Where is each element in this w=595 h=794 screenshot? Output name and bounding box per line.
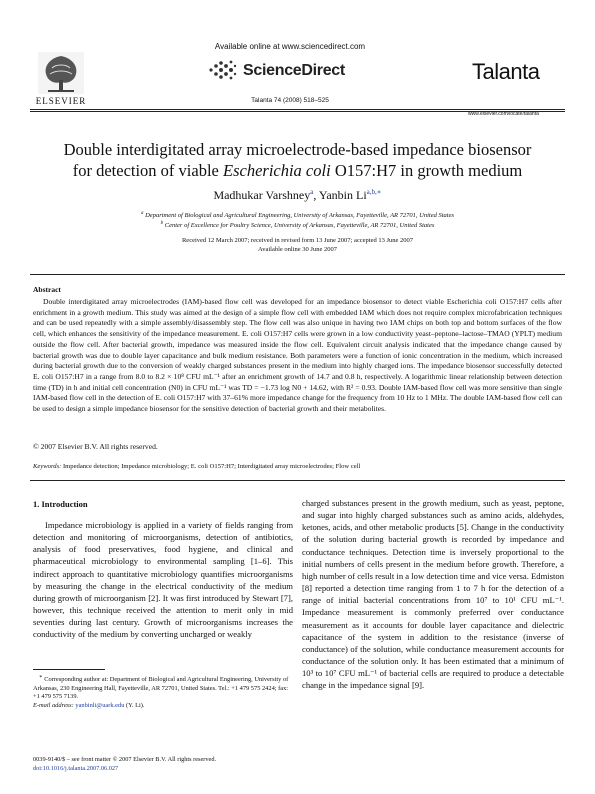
sciencedirect-mark-icon: [205, 58, 239, 82]
section-heading-introduction: 1. Introduction: [33, 499, 88, 509]
footnote-star: ∗: [39, 674, 43, 680]
affiliation-a: [40, 211, 555, 219]
intro-right-column: charged substances present in the growth medium, such as yeast, peptone, and sugar into highly charged substances such as amino acids, aldehydes, ketones, acids, and other metabolic products [5]. Change in the conductivity of the solution during bacterial growth is recorded by impedance and conductance techniques. Detection time is inversely proportional to the initial numbers of cells present in the medium before growth. Therefore, a high number of cells result in a low detection time and vice versa. Edmiston [8] reported a detection time ranging from 1 to 7 h for the detection of a range of initial bacterial concentrations from 10⁷ to 10¹ CFU mL⁻¹. Impedance measurement is commonly preferred over conductance measurement as it accounts for double layer capacitance and dielectric capacitance of the system in addition to the resistance (inverse of conductance) of the solution, while conductance measurement accounts for conductance of the solution only. It has been estimated that a minimum of 10³ to 10⁷ CFU mL⁻¹ of bacterial cells are required to produce a detectable change in the impedance signal [9].: [302, 498, 564, 691]
talanta-wordmark: Talanta: [472, 59, 540, 84]
email-suffix: (Y. Li).: [124, 701, 145, 709]
email-link[interactable]: yanbinli@uark.edu: [75, 701, 125, 709]
author-li-affil[interactable]: a,b,∗: [366, 188, 382, 196]
elsevier-tree-icon: [38, 52, 84, 94]
affiliation-a-text: Department of Biological and Agricultural Engineering, University of Arkansas, Fayetteville, AR 72701, United States: [145, 212, 454, 220]
title-line-1: Double interdigitated array microelectrode-based impedance biosensor: [63, 140, 532, 159]
title-organism: Escherichia coli: [223, 161, 331, 180]
sciencedirect-logo: [205, 56, 375, 86]
article-title: [40, 139, 555, 181]
header-rule-top: [30, 109, 565, 110]
keywords: [33, 463, 562, 470]
email-label: E-mail address:: [33, 701, 74, 709]
footnote-text: Corresponding author at: Department of Biological and Agricultural Engineering, University of Arkansas, 230 Engineering Hall, Fayetteville, AR 72701, United States. Tel.: +1 479 575 2424; fax: +1 479 575 7139.: [33, 676, 289, 701]
keywords-label: Keywords:: [33, 463, 62, 470]
author-varshney: Madhukar Varshney: [213, 188, 311, 202]
elsevier-wordmark: ELSEVIER: [35, 96, 87, 106]
title-line-2-post: O157:H7 in growth medium: [330, 161, 523, 180]
intro-left-column: Impedance microbiology is applied in a variety of fields ranging from detection and monitoring of microorganisms, detection of antibiotics, analysis of food preservatives, food hygiene, and clinical and pharmaceutical microbiology to environmental sampling [1–6]. This indirect approach to quantitative microbiology quantifies microorganisms by measuring the change in the electrical conductivity of the medium during growth of microorganism [2]. It was first introduced by Stewart [7], however, this technique received the attention to merit only in mid seventies during last century. Growth of microorganisms increases the conductivity of the medium by converting uncharged or weakly: [33, 520, 293, 640]
footnote-rule: [33, 669, 105, 670]
affiliation-b: [40, 221, 555, 229]
elsevier-logo: [30, 52, 92, 108]
abstract-rule-bottom: [30, 480, 565, 481]
available-online-text: Available online at www.sciencedirect.com: [214, 42, 366, 51]
doi-link[interactable]: doi:10.1016/j.talanta.2007.06.027: [33, 765, 119, 772]
header-rule-bottom: [30, 111, 565, 112]
keywords-list: Impedance detection; Impedance microbiology; E. coli O157:H7; Interdigitated array microelectrodes; Flow cell: [62, 463, 361, 470]
abstract-copyright: © 2007 Elsevier B.V. All rights reserved.: [33, 442, 158, 451]
abstract-text: Double interdigitated array microelectrodes (IAM)-based flow cell was developed for an impedance biosensor to detect viable Escherichia coli O157:H7 cells after enrichment in a growth medium. This study was aimed at the design of a simple flow cell with embedded IAM which does not require complex microfabrication techniques and can be used repeatedly with a simple assembly/disassembly step. The flow cell was also unique in having two IAM chips on both top and bottom surfaces of the flow cell, which enhances the sensitivity of the impedance measurement. E. coli O157:H7 cells were grown in a low conductivity yeast–peptone–lactose–TMAO (YPLT) medium outside the flow cell. After bacterial growth, impedance was measured inside the flow cell. Equivalent circuit analysis indicated that the impedance change caused by bacterial growth was due to double layer capacitance and bulk medium resistance. Both parameters were a function of ionic concentration in the medium, which increased during bacterial growth due to the conversion of weakly charged substances present in the medium into highly charged ions. The impedance biosensor successfully detected E. coli O157:H7 in a range from 8.0 to 8.2 × 10⁸ CFU mL⁻¹ after an enrichment growth of 14.7 and 0.8 h, respectively. A logarithmic linear relationship between detection time (TD) in h and initial cell concentration (N0) in CFU mL⁻¹ was TD = −1.73 log N0 + 14.62, with R² = 0.93. Double IAM-based flow cell was more sensitive than single IAM-based flow cell in the detection of E. coli O157:H7 with 37–61% more impedance change for the frequency from 10 Hz to 1 MHz. The double IAM-based flow cell can be used to design a simple impedance biosensor for the sensitive detection of bacterial growth and their metabolites.: [33, 297, 562, 414]
corresponding-author-footnote: [33, 673, 293, 711]
author-list: [40, 188, 555, 203]
front-matter-info: [33, 755, 333, 773]
affiliation-b-text: Center of Excellence for Poultry Science, University of Arkansas, Fayetteville, AR 72701, United States: [164, 222, 435, 230]
received-dates: Received 12 March 2007; received in revised form 13 June 2007; accepted 13 June 2007: [181, 237, 414, 244]
author-varshney-affil[interactable]: a: [310, 188, 314, 196]
author-separator: ,: [313, 188, 319, 202]
affiliation-b-marker: b: [160, 221, 164, 226]
talanta-journal-logo: [468, 55, 578, 117]
author-li: Yanbin Li: [318, 188, 367, 202]
sciencedirect-wordmark: ScienceDirect: [243, 62, 345, 79]
abstract-heading: Abstract: [33, 285, 61, 294]
journal-url: www.elsevier.com/locate/talanta: [468, 111, 539, 117]
journal-reference: Talanta 74 (2008) 518–525: [251, 97, 329, 104]
affiliation-a-marker: a: [140, 211, 144, 216]
issn-line: 0039-9140/$ – see front matter © 2007 Elsevier B.V. All rights reserved.: [33, 756, 217, 763]
available-online-date: Available online 30 June 2007: [258, 246, 337, 253]
abstract-rule-top: [30, 274, 565, 275]
title-line-2-pre: for detection of viable: [72, 161, 223, 180]
